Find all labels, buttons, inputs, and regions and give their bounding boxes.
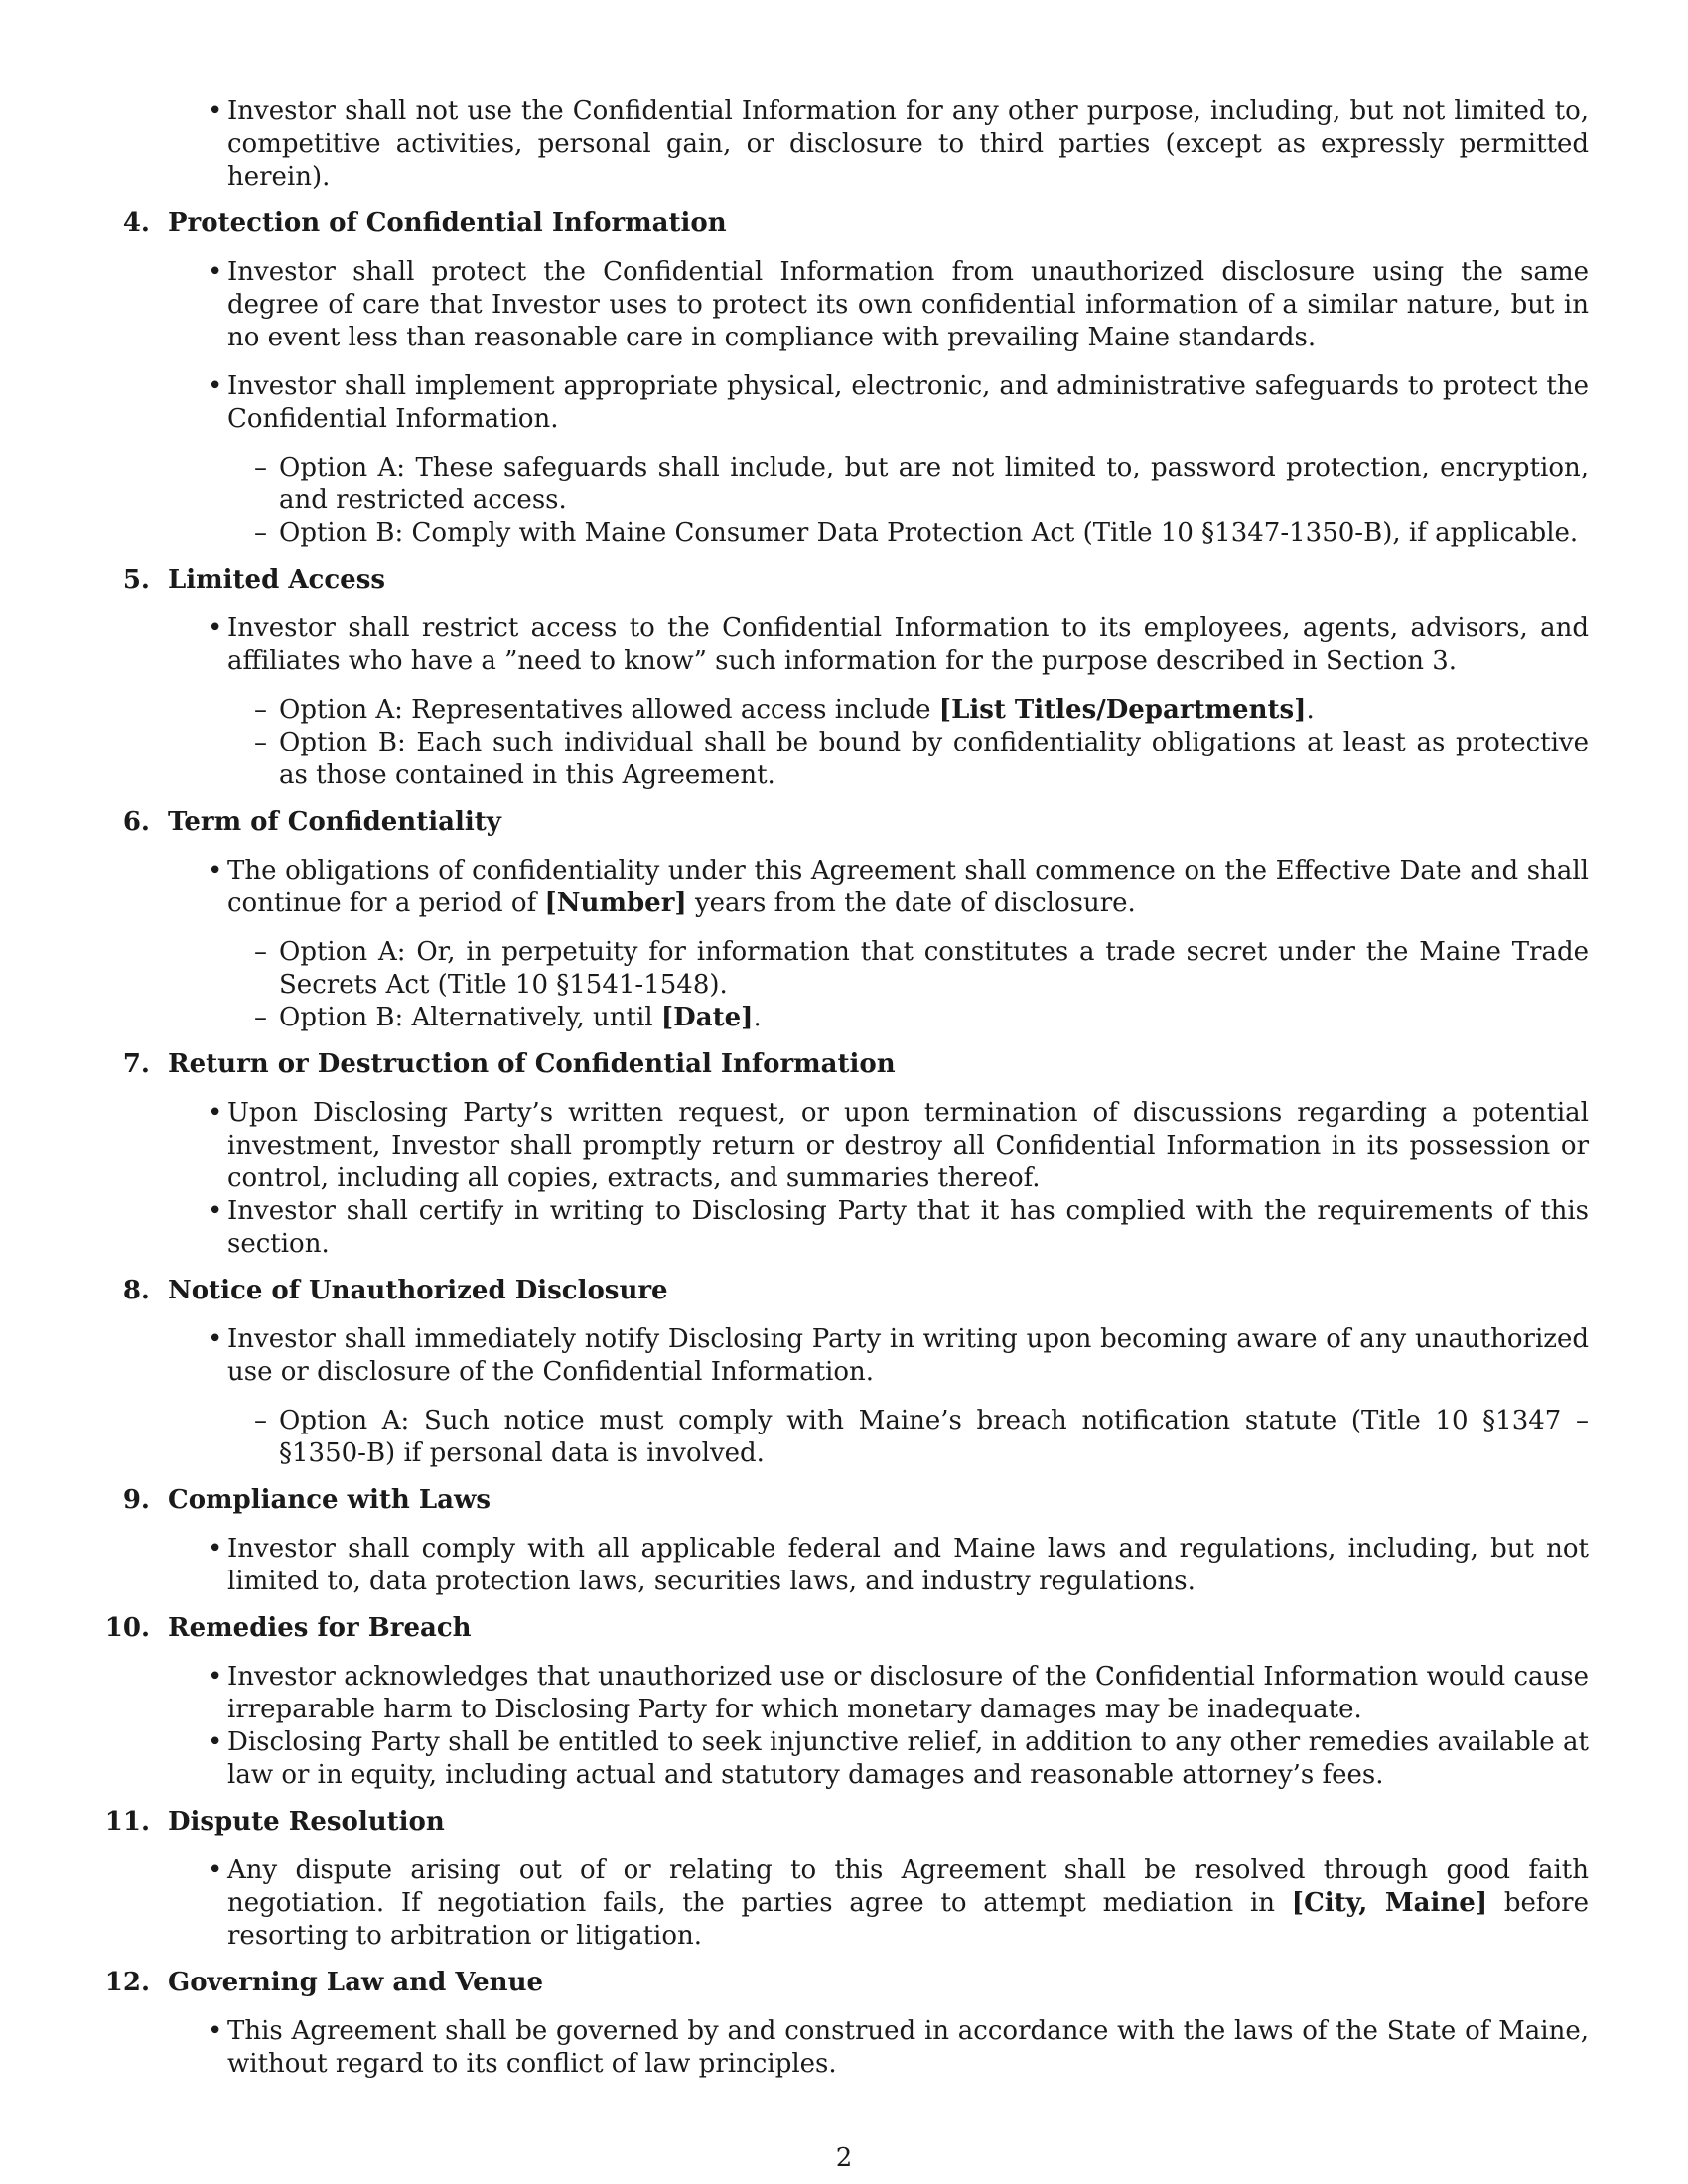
bullet-text: Investor acknowledges that unauthorized use or disclosure of the Confidential Information would cause irreparable harm to Disclosing Party for which monetary damages may be inadequate. [227, 1662, 1589, 1724]
placeholder-field: [Number] [544, 888, 687, 918]
list-item [168, 370, 1589, 436]
bullet-marker: • [208, 1534, 223, 1564]
section-title: Return or Destruction of Confidential Information [168, 1049, 896, 1079]
bullet-marker: • [208, 1855, 223, 1885]
bullet-marker: • [208, 257, 223, 287]
section-12 [104, 1967, 1589, 2081]
section-heading [122, 564, 1589, 597]
option-item [168, 694, 1589, 727]
option-text: Option A: Or, in perpetuity for information that constitutes a trade secret under the Maine Trade Secrets Act (Title 10 §1541-1548). [279, 937, 1589, 1000]
bullet-text: Investor shall certify in writing to Disclosing Party that it has complied with the requirements of this section. [227, 1196, 1589, 1259]
option-list [168, 1405, 1589, 1470]
section-title: Governing Law and Venue [168, 1968, 544, 1997]
option-item [168, 936, 1589, 1002]
bullet-text: Investor shall immediately notify Disclosing Party in writing upon becoming aware of any unauthorized use or disclosure of the Confidential Information. [227, 1324, 1589, 1387]
placeholder-field: [City, Maine] [1291, 1888, 1488, 1918]
option-item [168, 727, 1589, 792]
bullet-marker: • [208, 2016, 223, 2046]
section-title: Limited Access [168, 565, 385, 595]
list-item [168, 1661, 1589, 1726]
list-item [168, 1726, 1589, 1792]
placeholder-field: [Date] [660, 1003, 754, 1032]
list-item [168, 1097, 1589, 1195]
bullet-marker: • [208, 1727, 223, 1757]
bullet-text: Upon Disclosing Party’s written request, or upon termination of discussions regarding a potential investment, Investor shall promptly return or destroy all Confidential Information in its possession or control, including all copies, extracts, and summaries thereof. [227, 1098, 1589, 1193]
document-body [104, 95, 1589, 2081]
bullet-text: Investor shall comply with all applicable federal and Maine laws and regulations, including, but not limited to, data protection laws, securities laws, and industry regulations. [227, 1534, 1589, 1596]
list-item [168, 256, 1589, 354]
section-number: 9. [122, 1485, 150, 1515]
section-title: Dispute Resolution [168, 1807, 445, 1837]
option-item [168, 1405, 1589, 1470]
dash-marker: – [254, 1003, 267, 1032]
section-heading [104, 1612, 1589, 1645]
section-10 [104, 1612, 1589, 1792]
bullet-marker: • [208, 96, 223, 126]
placeholder-field: [List Titles/Departments] [938, 695, 1307, 725]
section-number: 11. [104, 1807, 150, 1837]
option-text: Option B: Comply with Maine Consumer Data Protection Act (Title 10 §1347-1350-B), if applicable. [279, 518, 1579, 548]
option-item [168, 517, 1589, 550]
list-item [159, 95, 1589, 194]
section-number: 8. [122, 1276, 150, 1305]
section-4 [122, 207, 1589, 550]
bullet-marker: • [208, 371, 223, 401]
section-7 [122, 1048, 1589, 1261]
option-text: Option B: Each such individual shall be bound by confidentiality obligations at least as protective as those contained in this Agreement. [279, 728, 1589, 790]
option-list [168, 452, 1589, 550]
list-item [168, 855, 1589, 920]
bullet-text-end: before resorting to arbitration or litigation. [227, 1888, 1589, 1951]
dash-marker: – [254, 453, 267, 482]
section-heading [122, 806, 1589, 839]
bullet-marker: • [208, 856, 223, 886]
list-item [168, 1195, 1589, 1261]
option-item [168, 1002, 1589, 1034]
dash-marker: – [254, 518, 267, 548]
option-item [168, 452, 1589, 517]
section-8 [122, 1275, 1589, 1470]
option-text: Option A: These safeguards shall include, but are not limited to, password protection, encryption, and restricted access. [279, 453, 1589, 515]
section-6 [122, 806, 1589, 1034]
bullet-text: Any dispute arising out of or relating to this Agreement shall be resolved through good faith negotiation. If negotiation fails, the parties agree to attempt mediation in [227, 1855, 1589, 1918]
section-number: 12. [104, 1968, 150, 1997]
option-text: Option A: Such notice must comply with Maine’s breach notification statute (Title 10 §1347 – §1350-B) if personal data is involved. [279, 1406, 1589, 1468]
option-text: Option B: Alternatively, until [279, 1003, 661, 1032]
bullet-marker: • [208, 1662, 223, 1692]
section-heading [122, 1048, 1589, 1081]
option-text-end: . [753, 1003, 762, 1032]
list-item [168, 1533, 1589, 1598]
section-number: 5. [122, 565, 150, 595]
section-11 [104, 1806, 1589, 1953]
bullet-text: The obligations of confidentiality under this Agreement shall commence on the Effective Date and shall continue for a period of [227, 856, 1589, 918]
dash-marker: – [254, 695, 267, 725]
bullet-text: This Agreement shall be governed by and construed in accordance with the laws of the State of Maine, without regard to its conflict of law principles. [227, 2016, 1589, 2079]
option-list [168, 936, 1589, 1034]
dash-marker: – [254, 728, 267, 757]
section-5 [122, 564, 1589, 792]
section-title: Remedies for Breach [168, 1613, 472, 1643]
section-number: 10. [104, 1613, 150, 1643]
bullet-text-end: years from the date of disclosure. [686, 888, 1136, 918]
section-title: Term of Confidentiality [168, 807, 501, 837]
bullet-marker: • [208, 614, 223, 643]
option-text: Option A: Representatives allowed access include [279, 695, 939, 725]
bullet-text: Investor shall not use the Confidential Information for any other purpose, including, but not limited to, competitive activities, personal gain, or disclosure to third parties (except as expressly permitted herein). [227, 96, 1589, 192]
section-title: Protection of Confidential Information [168, 208, 727, 238]
section-number: 6. [122, 807, 150, 837]
bullet-marker: • [208, 1196, 223, 1226]
bullet-text: Investor shall restrict access to the Confidential Information to its employees, agents, advisors, and affiliates who have a ”need to know” such information for the purpose described in Section 3. [227, 614, 1589, 676]
list-item [168, 1854, 1589, 1953]
section-number: 4. [122, 208, 150, 238]
section-heading [122, 1484, 1589, 1517]
section-heading [122, 207, 1589, 240]
section-title: Notice of Unauthorized Disclosure [168, 1276, 668, 1305]
dash-marker: – [254, 937, 267, 967]
bullet-marker: • [208, 1098, 223, 1128]
bullet-text: Disclosing Party shall be entitled to seek injunctive relief, in addition to any other remedies available at law or in equity, including actual and statutory damages and reasonable attorney’s fees. [227, 1727, 1589, 1790]
dash-marker: – [254, 1406, 267, 1435]
section-heading [104, 1806, 1589, 1839]
list-item [168, 1323, 1589, 1389]
section-heading [104, 1967, 1589, 1999]
option-text-end: . [1306, 695, 1315, 725]
list-item [168, 613, 1589, 678]
section-9 [122, 1484, 1589, 1598]
section-heading [122, 1275, 1589, 1307]
list-item [168, 2015, 1589, 2081]
section-title: Compliance with Laws [168, 1485, 492, 1515]
option-list [168, 694, 1589, 792]
page-number: 2 [835, 2143, 853, 2173]
bullet-text: Investor shall protect the Confidential Information from unauthorized disclosure using the same degree of care that Investor uses to protect its own confidential information of a similar nature, but in no event less than reasonable care in compliance with prevailing Maine standards. [227, 257, 1589, 352]
section-number: 7. [122, 1049, 150, 1079]
bullet-marker: • [208, 1324, 223, 1354]
bullet-text: Investor shall implement appropriate physical, electronic, and administrative safeguards to protect the Confidential Information. [227, 371, 1589, 434]
